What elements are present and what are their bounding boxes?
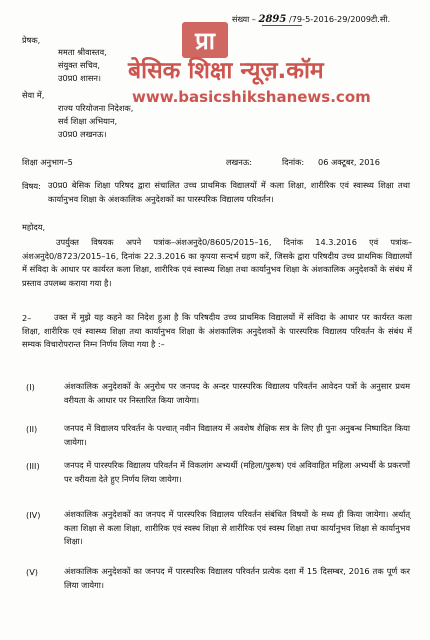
sender-name: ममता श्रीवास्तव,	[58, 47, 107, 57]
item-4-number: (IV)	[26, 510, 41, 520]
item-2-text: जनपद में विद्यालय परिवर्तन के पश्चात् नवीन विद्यालय में अवशेष शैक्षिक सत्र के लिए ही पुनः अनुबन्ध निष्पादित किया जायेगा।	[64, 423, 410, 447]
item-2-number: (II)	[26, 424, 38, 434]
salutation: महोदय,	[22, 222, 46, 232]
sender-designation: संयुक्त सचिव,	[58, 60, 100, 70]
subject-label: विषय:	[22, 181, 41, 191]
section-anubhag: शिक्षा अनुभाग–5	[22, 157, 73, 167]
paragraph-2: उक्त में मुझे यह कहने का निदेश हुआ है कि परिषदीय उच्च प्राथमिक विद्यालयों में संविदा के आधार पर कार्यरत कला शिक्षा, शारीरिक एवं स्वास्थ्य शिक्षा तथा कार्यानुभव शिक्षा के अंशकालिक अनुदेशकों के पारस्परिक विद्यालय परिवर्तन के संबंध में सम्यक विचारोपरान्त निम्न निर्णय लिया गया है :–	[22, 312, 412, 350]
subject-text: उ0प्र0 बेसिक शिक्षा परिषद द्वारा संचालित उच्च प्राथमिक विद्यालयों में कला शिक्षा, शारीरिक एवं स्वास्थ्य शिक्षा तथा कार्यानुभव शिक्षा के अंशकालिक अनुदेशकों का पारस्परिक विद्यालय परिवर्तन।	[48, 180, 410, 204]
item-1-text: अंशकालिक अनुदेशकों के अनुरोध पर जनपद के अन्दर पारस्परिक विद्यालय परिवर्तन आवेदन पत्रों के अनुसार प्रथम वरीयता के आधार पर निस्तारित किया जायेगा।	[64, 381, 410, 405]
item-1-number: (I)	[26, 382, 35, 392]
paragraph-2-number: 2–	[22, 313, 32, 323]
reference-suffix: /79-5-2016-29/2009टी.सी.	[288, 14, 391, 24]
sender-office: उ0प्र0 शासन।	[58, 73, 102, 83]
recipient-line-3: उ0प्र0 लखनऊ।	[58, 129, 107, 139]
item-3-text: जनपद में पारस्परिक विद्यालय परिवर्तन में विकलांग अभ्यर्थी (महिला/पुरूष) एवं अविवाहित महिला अभ्यर्थी के प्रकरणों पर वरीयता देते हुए निर्णय लिया जायेगा।	[64, 460, 410, 484]
reference-handwritten-number: 2895	[258, 14, 287, 25]
watermark-title: बेसिक शिक्षा न्यूज़.कॉम	[128, 58, 324, 84]
item-4-text: अंशकालिक अनुदेशकों का जनपद में पारस्परिक विद्यालय परिवर्तन संबंधित विषयों के मध्य ही किया जायेगा। अर्थात् कला शिक्षा से कला शिक्षा, शारीरिक एवं स्वस्थ शिक्षा से शारीरिक एवं स्वस्थ शिक्षा तथा कार्यानुभव शिक्षा से कार्यानुभव शिक्षा।	[64, 509, 410, 547]
recipient-label: सेवा में,	[22, 90, 45, 100]
watermark-url: www.basicshikshanews.com	[132, 88, 371, 106]
recipient-line-1: राज्य परियोजना निदेशक,	[58, 103, 134, 113]
item-3-number: (III)	[26, 461, 40, 471]
place: लखनऊ:	[226, 157, 252, 167]
watermark-logo	[120, 18, 405, 113]
date-value: 06 अक्टूबर, 2016	[318, 157, 380, 167]
sender-label: प्रेषक,	[22, 35, 41, 45]
item-5-text: अंशकालिक अनुदेशकों का जनपद में पारस्परिक विद्यालय परिवर्तन प्रत्येक दशा में 15 दिसम्बर, 2016 तक पूर्ण कर लिया जायेगा।	[64, 566, 410, 590]
item-5-number: (V)	[26, 567, 38, 577]
watermark-logo-letter: प्रा	[195, 27, 215, 55]
reference-label: संख्या –	[232, 14, 256, 24]
paragraph-1: उपर्युक्त विषयक अपने पत्रांक–अंशअनुदे0/8605/2015–16, दिनांक 14.3.2016 एवं पत्रांक–अंशअनुदे0/8723/2015–16, दिनांक 22.3.2016 का कृपया सन्दर्भ ग्रहण करें, जिसके द्वारा परिषदीय उच्च प्राथमिक विद्यालयों में संविदा के आधार पर कार्यरत कला शिक्षा, शारीरिक एवं स्वास्थ्य शिक्षा तथा कार्यानुभव शिक्षा के अंशकालिक अनुदेशकों के संबंध में प्रस्ताव उपलब्ध कराया गया है।	[22, 237, 412, 288]
recipient-line-2: सर्व शिक्षा अभियान,	[58, 116, 118, 126]
date-label: दिनांक:	[282, 157, 305, 167]
